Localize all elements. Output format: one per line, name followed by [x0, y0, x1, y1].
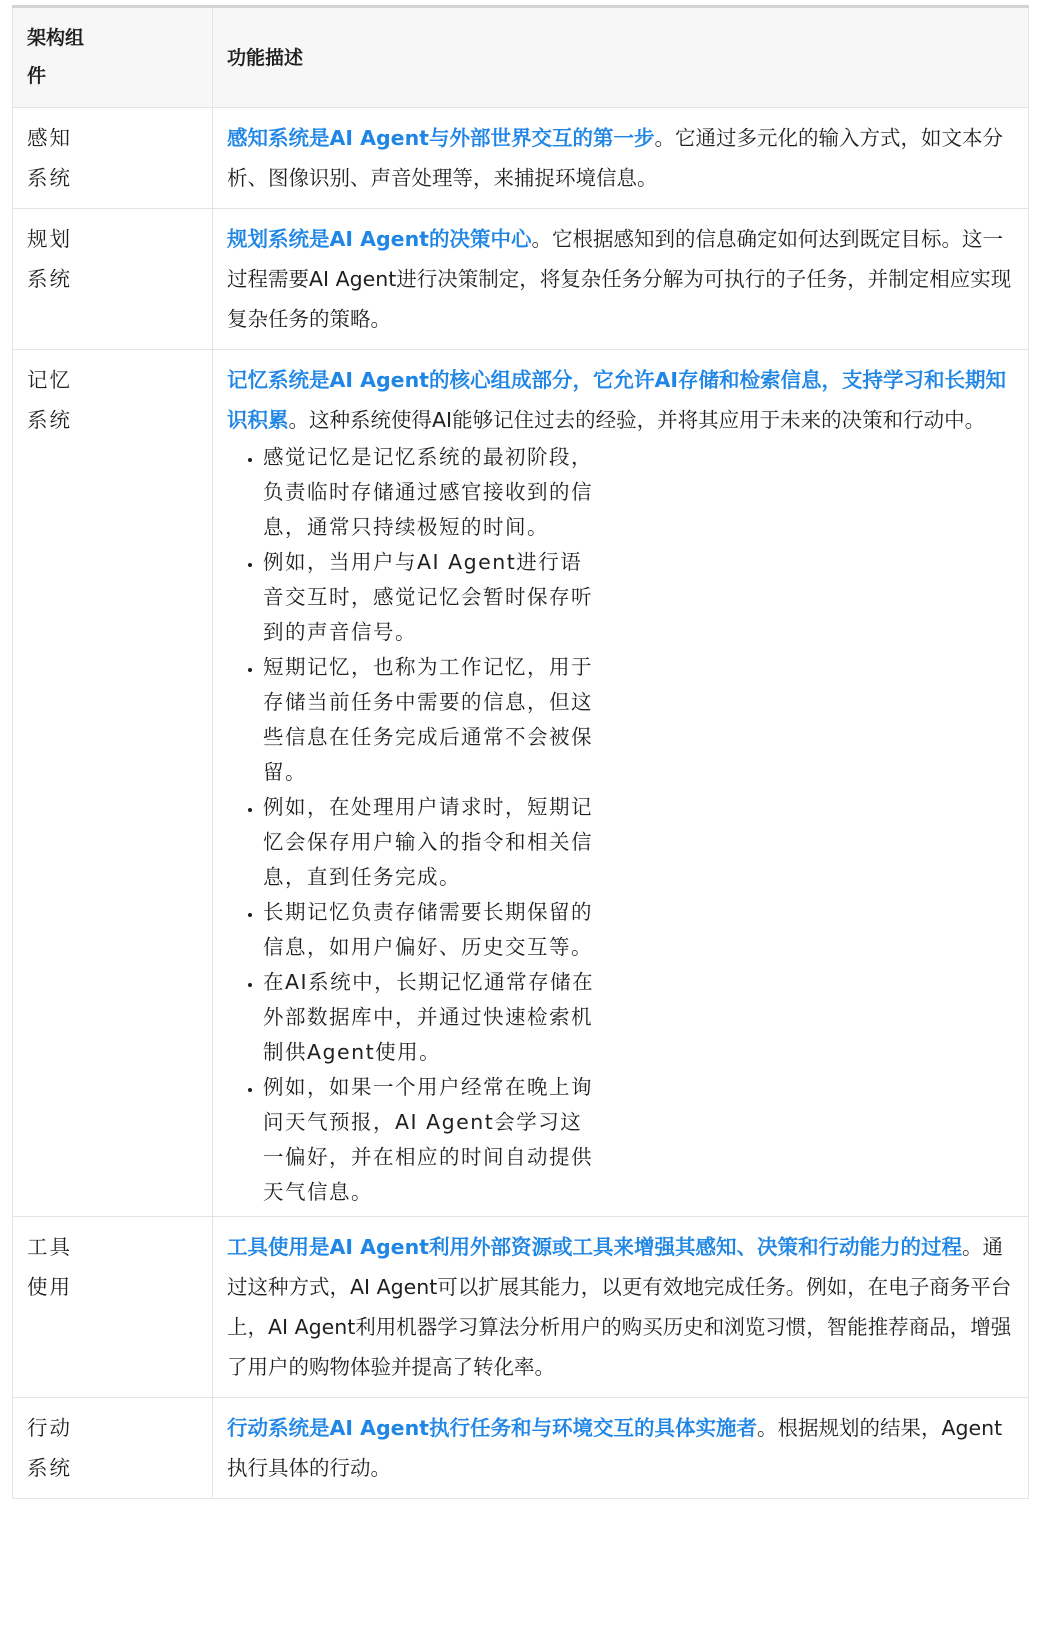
table-row — [13, 350, 1029, 1217]
component-name-cell — [13, 1217, 213, 1398]
header-description-label: 功能描述 — [227, 47, 304, 69]
table-row — [13, 209, 1029, 350]
component-name: 记忆系统 — [27, 368, 72, 432]
description-cell — [213, 108, 1029, 209]
table-header — [13, 7, 1029, 108]
header-component — [13, 7, 213, 108]
list-item: • 短期记忆，也称为工作记忆，用于存储当前任务中需要的信息，但这些信息在任务完成后通常不会被保留。 — [263, 650, 603, 790]
description-highlight: 记忆系统是AI Agent的核心组成部分，它允许AI存储和检索信息，支持学习和长期知识积累 — [227, 368, 1006, 432]
table-row — [13, 1217, 1029, 1398]
component-name-cell — [13, 350, 213, 1217]
description-text: 。根据规划的结果，Agent执行具体的行动。 — [227, 1416, 1003, 1480]
description-cell — [213, 350, 1029, 1217]
list-item: • 例如，在处理用户请求时，短期记忆会保存用户输入的指令和相关信息，直到任务完成。 — [263, 790, 603, 895]
header-row — [13, 7, 1029, 108]
description-highlight: 行动系统是AI Agent执行任务和与环境交互的具体实施者 — [227, 1416, 757, 1440]
table-row — [13, 108, 1029, 209]
component-name: 行动系统 — [27, 1416, 72, 1480]
list-item: • 例如，如果一个用户经常在晚上询问天气预报，AI Agent会学习这一偏好，并在相应的时间自动提供天气信息。 — [263, 1070, 603, 1210]
description-highlight: 工具使用是AI Agent利用外部资源或工具来增强其感知、决策和行动能力的过程 — [227, 1235, 962, 1259]
component-name: 感知系统 — [27, 126, 72, 190]
component-name: 规划系统 — [27, 227, 72, 291]
header-component-label: 架构组件 — [27, 27, 85, 87]
component-name-cell — [13, 209, 213, 350]
description-text: 。它通过多元化的输入方式，如文本分析、图像识别、声音处理等，来捕捉环境信息。 — [227, 126, 1003, 190]
description-cell — [213, 1217, 1029, 1398]
description-text: 。这种系统使得AI能够记住过去的经验，并将其应用于未来的决策和行动中。 — [288, 408, 986, 432]
component-name: 工具使用 — [27, 1235, 72, 1299]
list-item: • 例如，当用户与AI Agent进行语音交互时，感觉记忆会暂时保存听到的声音信号。 — [263, 545, 603, 650]
component-name-cell — [13, 108, 213, 209]
table-row — [13, 1398, 1029, 1499]
description-text: 。通过这种方式，AI Agent可以扩展其能力，以更有效地完成任务。例如，在电子商务平台上，AI Agent利用机器学习算法分析用户的购买历史和浏览习惯，智能推荐商品，增强了用户的购物体验并提高了转化率。 — [227, 1235, 1012, 1379]
list-item: • 在AI系统中，长期记忆通常存储在外部数据库中，并通过快速检索机制供Agent使用。 — [263, 965, 603, 1070]
memory-bullet-list — [227, 440, 603, 1210]
header-description — [213, 7, 1029, 108]
table-body — [13, 108, 1029, 1499]
architecture-table — [12, 5, 1029, 1499]
description-cell — [213, 1398, 1029, 1499]
component-name-cell — [13, 1398, 213, 1499]
list-item: • 感觉记忆是记忆系统的最初阶段，负责临时存储通过感官接收到的信息，通常只持续极短的时间。 — [263, 440, 603, 545]
description-highlight: 感知系统是AI Agent与外部世界交互的第一步 — [227, 126, 655, 150]
description-text: 。它根据感知到的信息确定如何达到既定目标。这一过程需要AI Agent进行决策制定，将复杂任务分解为可执行的子任务，并制定相应实现复杂任务的策略。 — [227, 227, 1012, 331]
list-item: • 长期记忆负责存储需要长期保留的信息，如用户偏好、历史交互等。 — [263, 895, 603, 965]
description-cell — [213, 209, 1029, 350]
description-highlight: 规划系统是AI Agent的决策中心 — [227, 227, 532, 251]
